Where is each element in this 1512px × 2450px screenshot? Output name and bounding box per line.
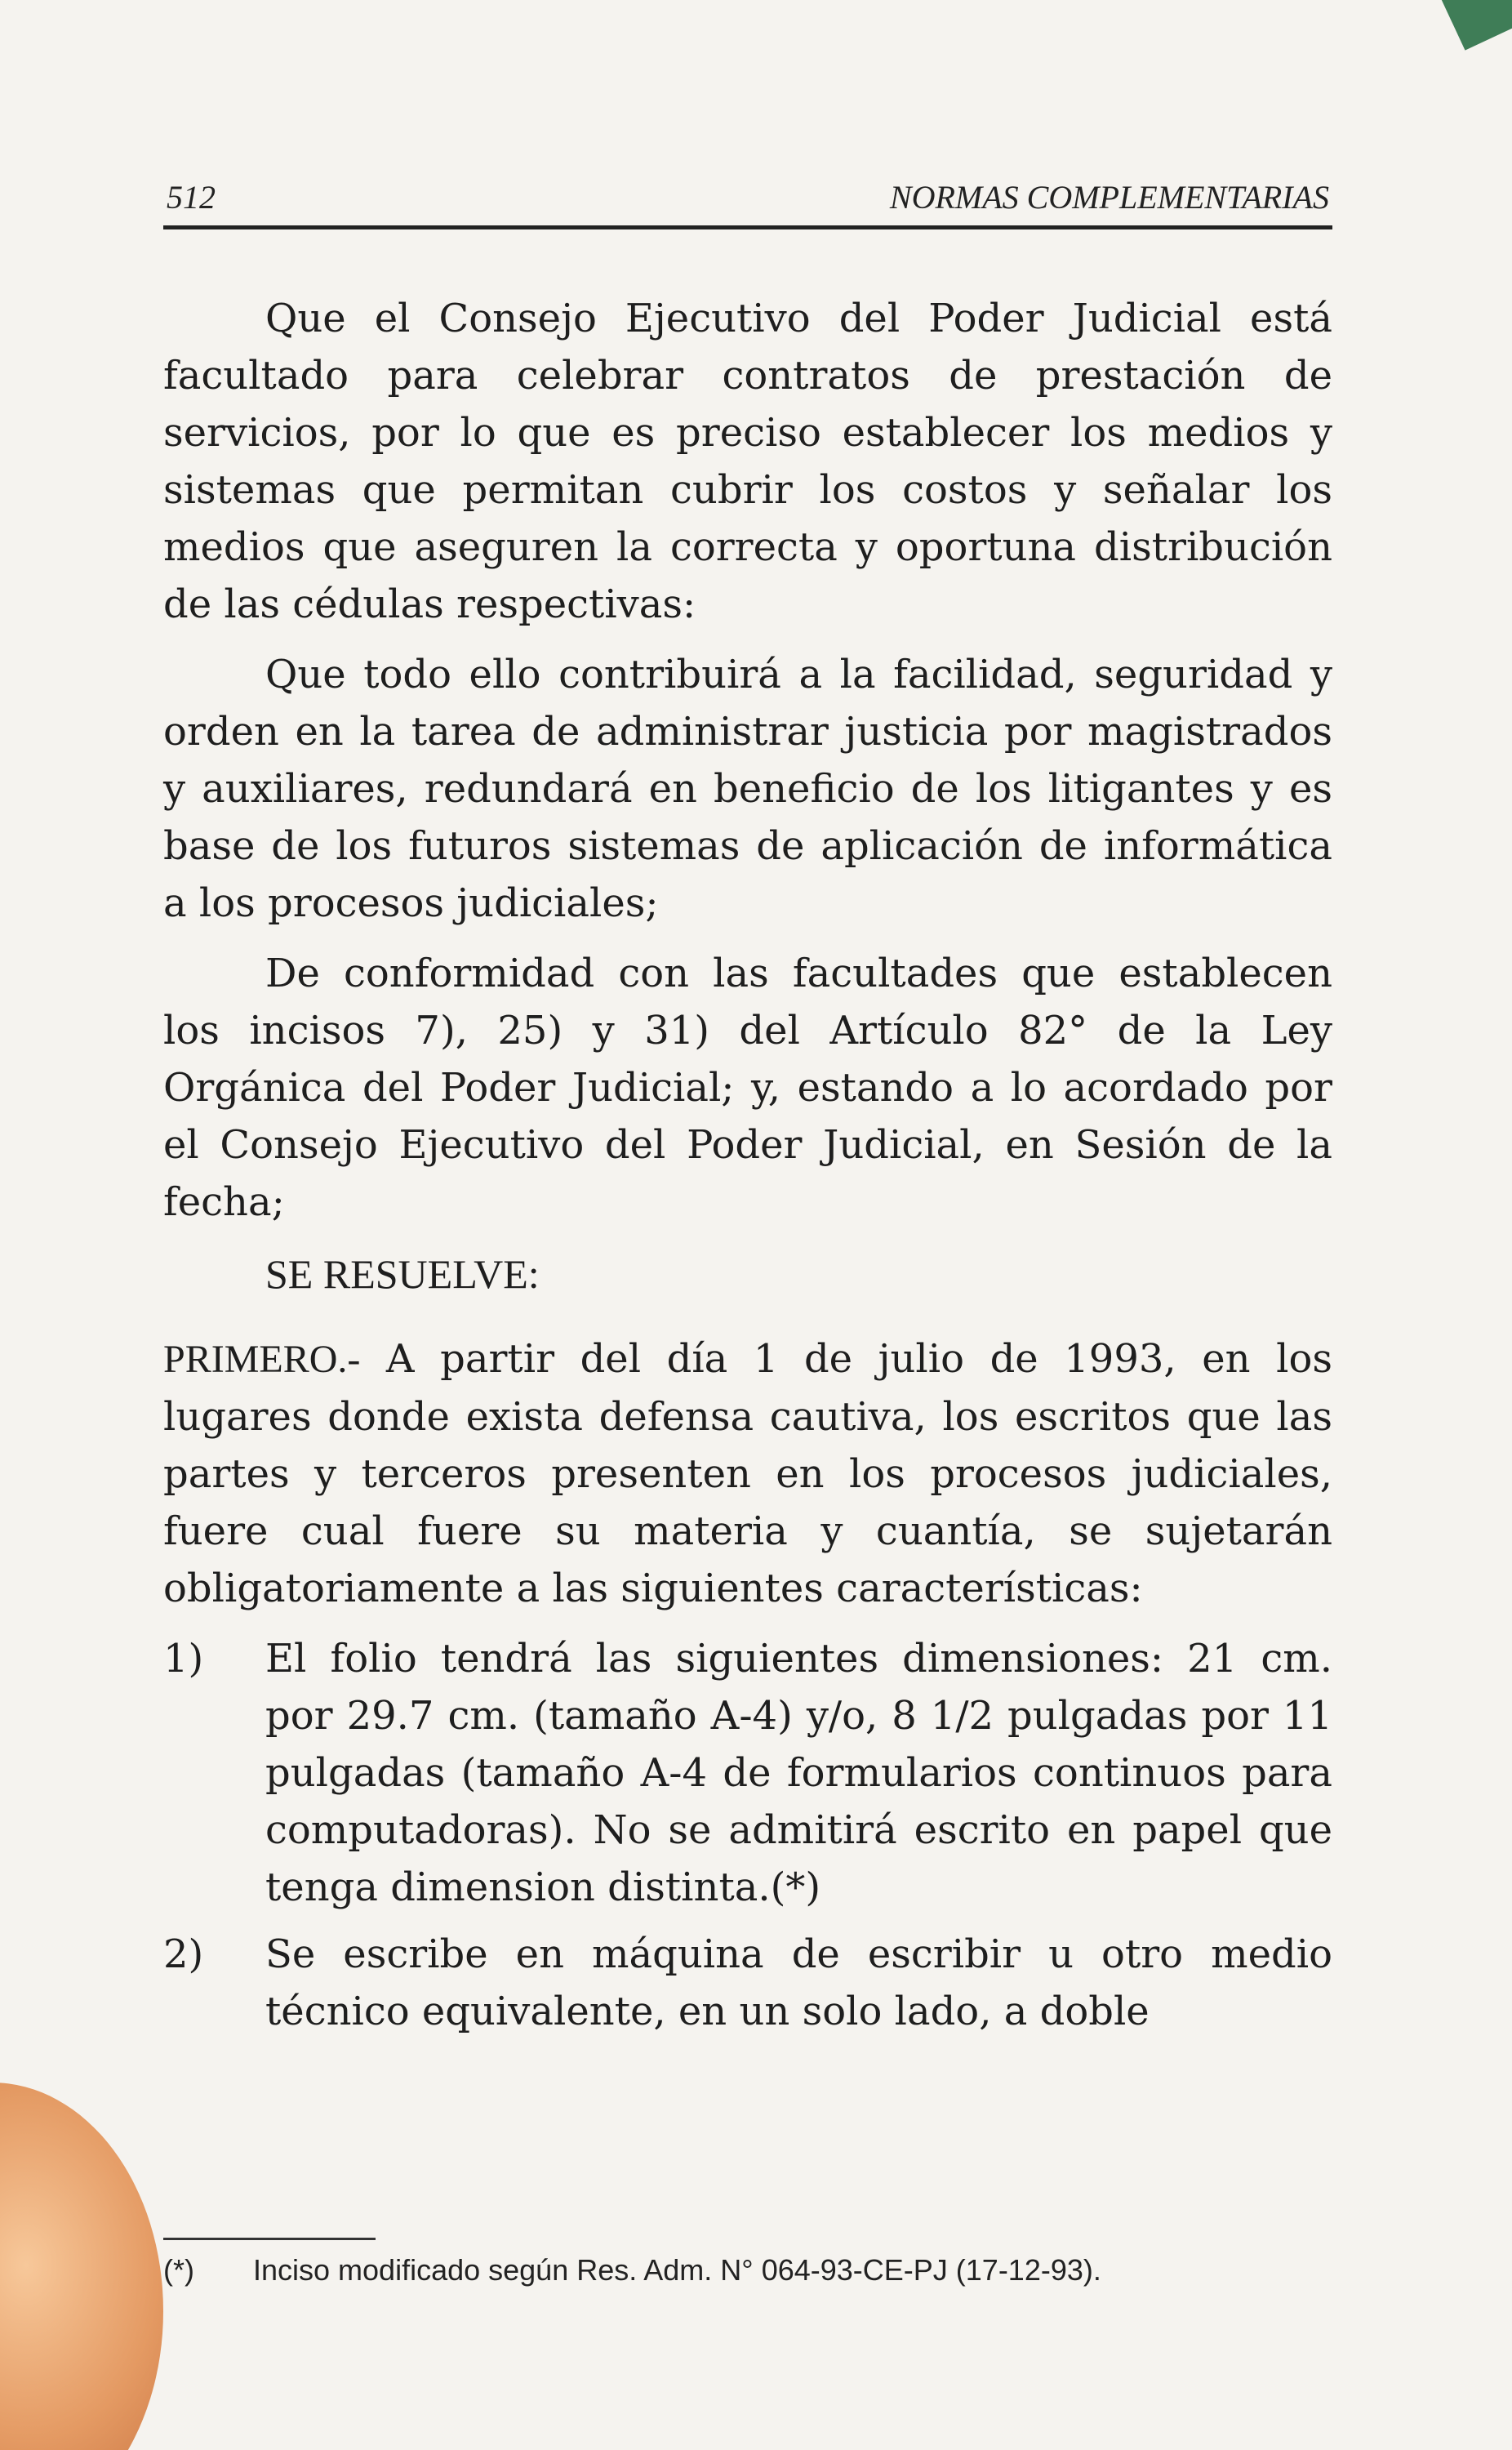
list-item-text: Se escribe en máquina de escribir u otro medio técnico equivalente, en un solo lado, a doble (265, 1931, 1332, 2034)
running-header (163, 163, 1332, 229)
list-item-number: 1) (163, 1636, 204, 1682)
list-item-text: El folio tendrá las siguientes dimensiones: 21 cm. por 29.7 cm. (tamaño A-4) y/o, 8 1/2 pulgadas por 11 pulgadas (tamaño A-4 de formularios continuos para computadoras). No se admitirá escrito en papel que tenga dimension distinta.(*) (265, 1636, 1332, 1910)
paragraph: Que todo ello contribuirá a la facilidad, seguridad y orden en la tarea de administrar justicia por magistrados y auxiliares, redundará en beneficio de los litigantes y es base de los futuros sistemas de aplicación de informática a los procesos judiciales; (163, 652, 1332, 926)
article-label: PRIMERO.- (163, 1338, 361, 1381)
article-text: A partir del día 1 de julio de 1993, en los lugares donde exista defensa cautiva, los escritos que las partes y terceros presenten en los procesos judiciales, fuere cual fuere su materia y cuantía, se sujetarán obligatoriamente a las siguientes características: (163, 1336, 1332, 1611)
footnote-divider (163, 2238, 376, 2240)
corner-decoration (1438, 0, 1512, 51)
section-title: NORMAS COMPLEMENTARIAS (889, 179, 1329, 216)
footnote (163, 2250, 1332, 2291)
paragraph: De conformidad con las facultades que establecen los incisos 7), 25) y 31) del Artículo 82° de la Ley Orgánica del Poder Judicial; y, estando a lo acordado por el Consejo Ejecutivo del Poder Judicial, en Sesión de la fecha; (163, 951, 1332, 1225)
thumb-photo-artifact (0, 2082, 163, 2450)
paragraph: Que el Consejo Ejecutivo del Poder Judicial está facultado para celebrar contratos de prestación de servicios, por lo que es preciso establecer los medios y sistemas que permitan cubrir los costos y señalar los medios que aseguren la correcta y oportuna distribución de las cédulas respectivas: (163, 296, 1332, 627)
footnote-text: Inciso modificado según Res. Adm. N° 064-93-CE-PJ (17-12-93). (253, 2253, 1101, 2287)
page-number: 512 (167, 179, 216, 216)
footnote-mark: (*) (163, 2253, 194, 2287)
resolution-heading: SE RESUELVE: (265, 1251, 540, 1297)
list-item (163, 1630, 1332, 1916)
article-paragraph (163, 1330, 1332, 1617)
list-item-number: 2) (163, 1931, 204, 1977)
page-body (163, 290, 1332, 2144)
list-item (163, 1926, 1332, 2040)
